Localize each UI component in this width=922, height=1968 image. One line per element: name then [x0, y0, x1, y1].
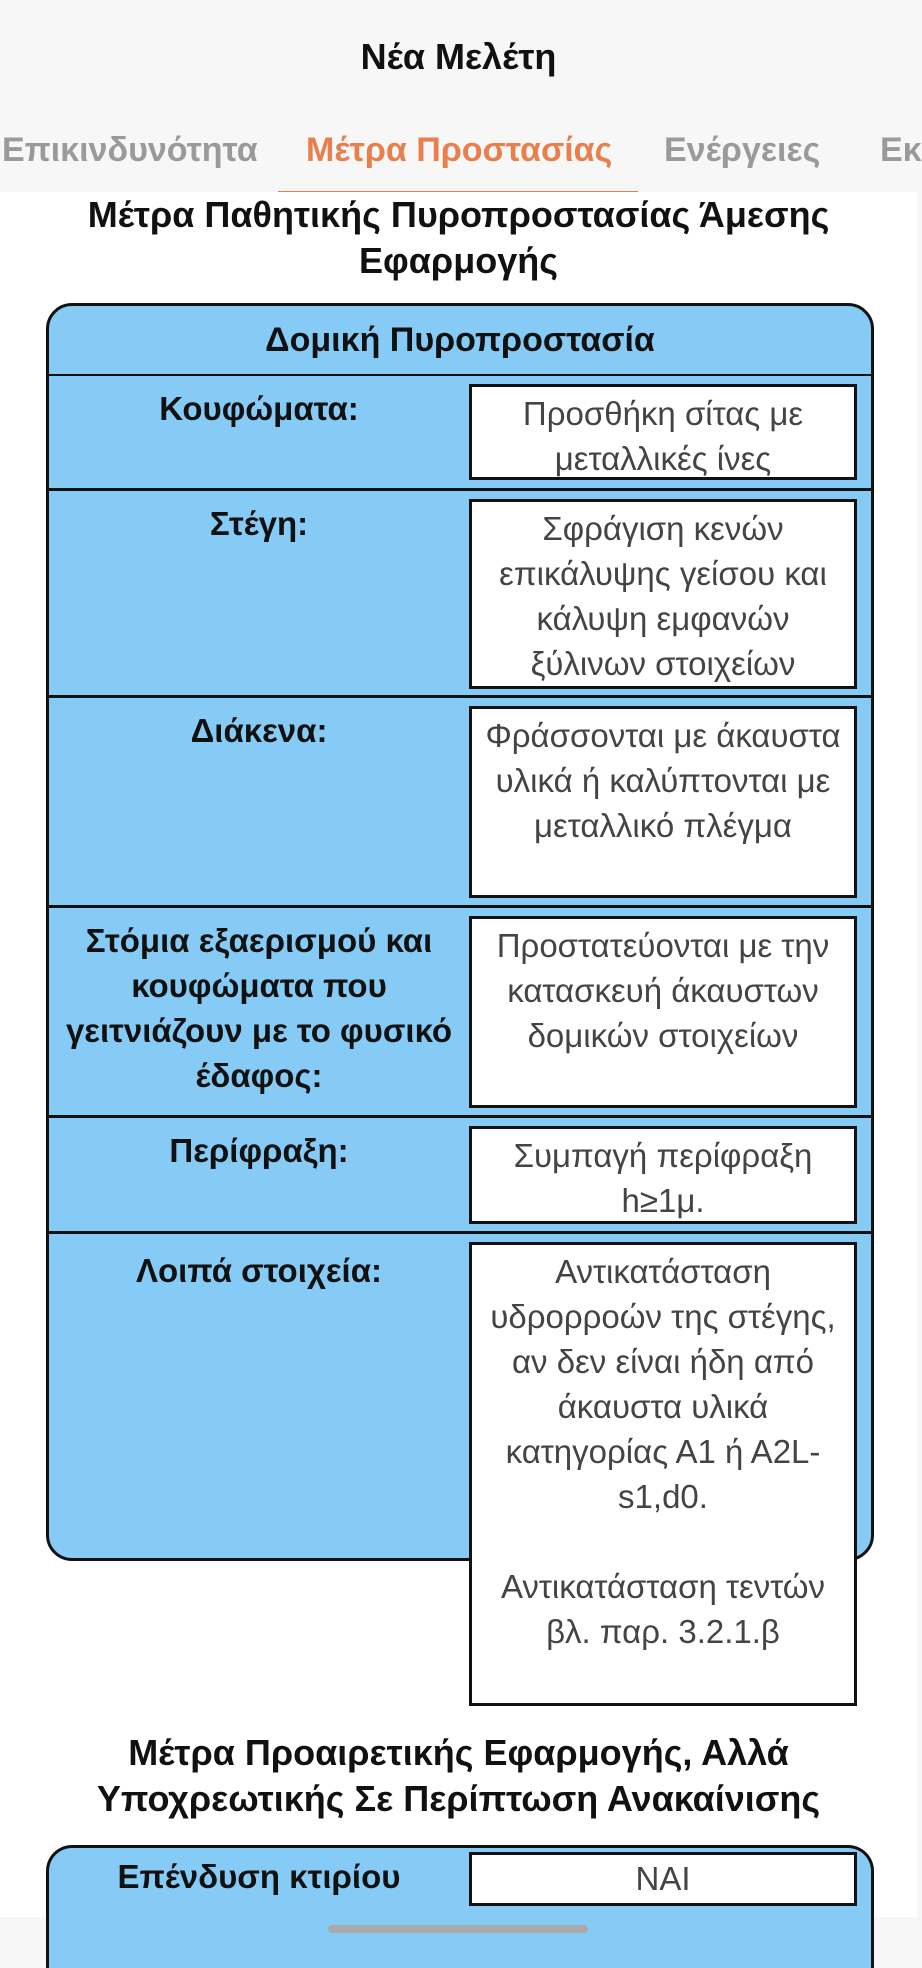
table-row: [49, 698, 871, 908]
row-value[interactable]: Αντικατάσταση υδρορροών της στέγης, αν δεν είναι ήδη από άκαυστα υλικά κατηγορίας Α1 ή Α2L-s1,d0. Αντικατάσταση τεντών βλ. παρ. 3.2.1.β: [469, 1242, 857, 1706]
page-title: Νέα Μελέτη: [360, 36, 557, 77]
card-title: Δομική Πυροπροστασία: [49, 306, 871, 376]
row-label: Επένδυση κτιρίου: [117, 1858, 401, 1895]
tab-partial[interactable]: Εκ: [880, 131, 922, 169]
row-label: Περίφραξη:: [169, 1132, 349, 1169]
row-label: Κουφώματα:: [159, 390, 359, 427]
row-value[interactable]: ΝΑΙ: [469, 1852, 857, 1906]
row-label: Στόμια εξαερισμού και κουφώματα που γειτνιάζουν με το φυσικό έδαφος:: [65, 922, 453, 1094]
app-header: [0, 0, 917, 108]
section-title-immediate: Μέτρα Παθητικής Πυροπροστασίας Άμεσης Εφαρμογής: [87, 194, 830, 281]
table-row: [49, 908, 871, 1118]
row-value[interactable]: Προστατεύονται με την κατασκευή άκαυστων δομικών στοιχείων: [469, 916, 857, 1108]
row-label: Στέγη:: [209, 505, 309, 542]
content-scroll[interactable]: [0, 192, 917, 1917]
table-row: [49, 491, 871, 698]
structural-fire-protection-card: [46, 303, 874, 1650]
home-indicator[interactable]: [328, 1925, 588, 1933]
optional-measures-card: [46, 1845, 874, 1968]
row-label: Λοιπά στοιχεία:: [136, 1252, 382, 1289]
row-value[interactable]: Συμπαγή περίφραξη h≥1μ.: [469, 1126, 857, 1224]
row-value[interactable]: Φράσσονται με άκαυστα υλικά ή καλύπτονται με μεταλλικό πλέγμα: [469, 706, 857, 898]
row-label: Διάκενα:: [190, 712, 328, 749]
row-value[interactable]: Προσθήκη σίτας με μεταλλικές ίνες: [469, 384, 857, 480]
table-row: [49, 1234, 871, 1706]
table-row: [49, 1848, 871, 1968]
row-value[interactable]: Σφράγιση κενών επικάλυψης γείσου και κάλυψη εμφανών ξύλινων στοιχείων: [469, 499, 857, 689]
tab-bar: [0, 108, 922, 195]
table-row: [49, 376, 871, 491]
tab-protection-measures[interactable]: Μέτρα Προστασίας: [306, 131, 613, 169]
section-title-optional: Μέτρα Προαιρετικής Εφαρμογής, Αλλά Υποχρεωτικής Σε Περίπτωση Ανακαίνισης: [96, 1732, 821, 1819]
tab-risk[interactable]: Επικινδυνότητα: [2, 131, 258, 169]
table-row: [49, 1118, 871, 1234]
tab-actions[interactable]: Ενέργειες: [664, 131, 821, 169]
